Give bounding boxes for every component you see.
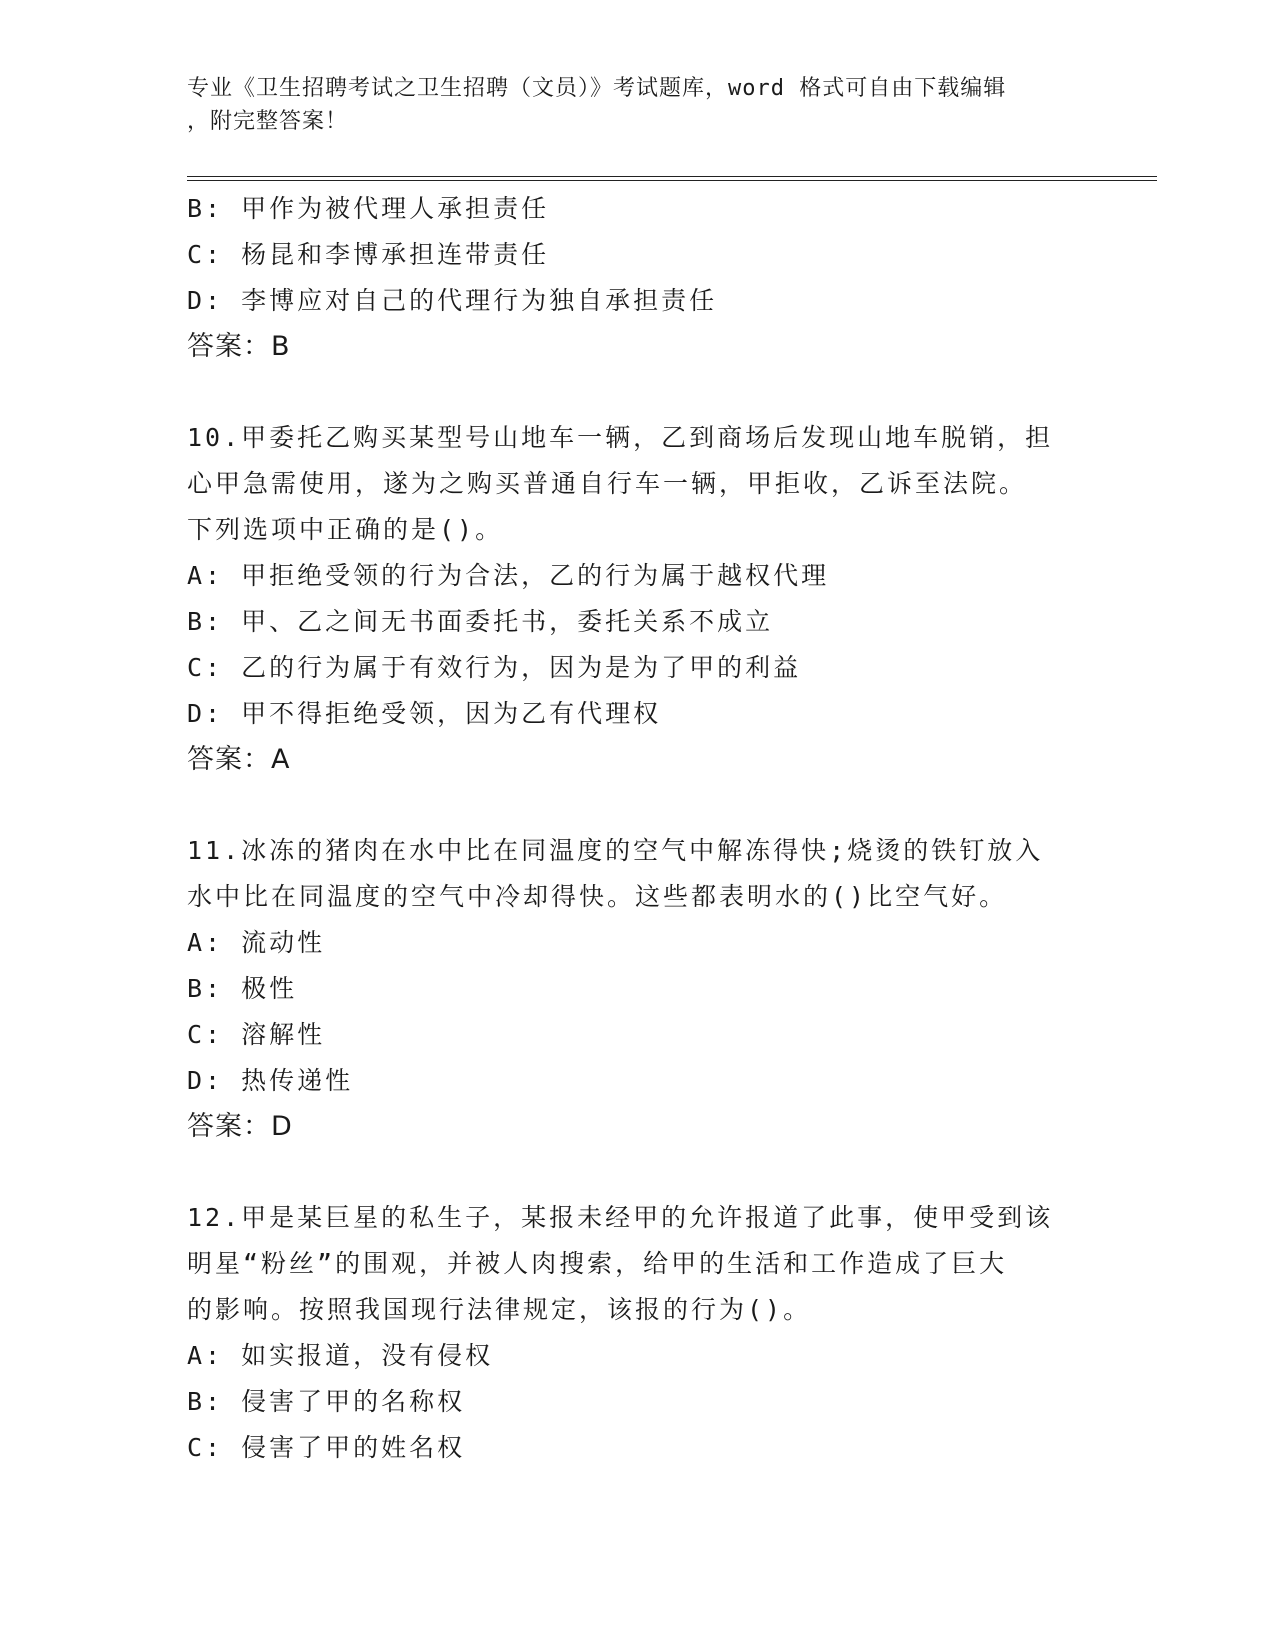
option-d: D: 热传递性 [187,1066,354,1095]
header-divider [187,176,1157,181]
option-b: B: 甲作为被代理人承担责任 [187,194,550,223]
option-d: D: 李博应对自己的代理行为独自承担责任 [187,286,718,315]
question-stem-line: 的影响。按照我国现行法律规定，该报的行为()。 [187,1295,812,1324]
option-b: B: 极性 [187,974,298,1003]
option-b: B: 侵害了甲的名称权 [187,1387,466,1416]
option-c: C: 溶解性 [187,1020,326,1049]
document-header [187,72,1087,138]
question-list [187,186,1087,1471]
answer: 答案：D [187,1111,293,1142]
question-stem-line: 下列选项中正确的是()。 [187,515,504,544]
question-stem-line: 心甲急需使用，遂为之购买普通自行车一辆，甲拒收，乙诉至法院。 [187,469,1028,498]
option-a: A: 如实报道，没有侵权 [187,1341,494,1370]
question-stem-line: 水中比在同温度的空气中冷却得快。这些都表明水的()比空气好。 [187,882,1008,911]
question-stem-line: 明星“粉丝”的围观，并被人肉搜索，给甲的生活和工作造成了巨大 [187,1249,1008,1278]
option-d: D: 甲不得拒绝受领，因为乙有代理权 [187,699,662,728]
question-stem-line: 10.甲委托乙购买某型号山地车一辆，乙到商场后发现山地车脱销，担 [187,423,1054,452]
answer: 答案：B [187,331,291,362]
option-a: A: 甲拒绝受领的行为合法，乙的行为属于越权代理 [187,561,830,590]
question-9-tail [187,186,1087,370]
question-stem-line: 12.甲是某巨星的私生子，某报未经甲的允许报道了此事，使甲受到该 [187,1203,1054,1232]
header-line-2: ，附完整答案！ [187,109,349,134]
option-c: C: 侵害了甲的姓名权 [187,1433,466,1462]
option-a: A: 流动性 [187,928,326,957]
question-11 [187,828,1087,1150]
header-line-1: 专业《卫生招聘考试之卫生招聘（文员）》考试题库，word 格式可自由下载编辑 [187,76,1007,101]
option-b: B: 甲、乙之间无书面委托书，委托关系不成立 [187,607,774,636]
option-c: C: 乙的行为属于有效行为，因为是为了甲的利益 [187,653,802,682]
question-10 [187,415,1087,783]
answer: 答案：A [187,744,291,775]
question-12 [187,1195,1087,1471]
question-stem-line: 11.冰冻的猪肉在水中比在同温度的空气中解冻得快;烧烫的铁钉放入 [187,836,1044,865]
option-c: C: 杨昆和李博承担连带责任 [187,240,550,269]
